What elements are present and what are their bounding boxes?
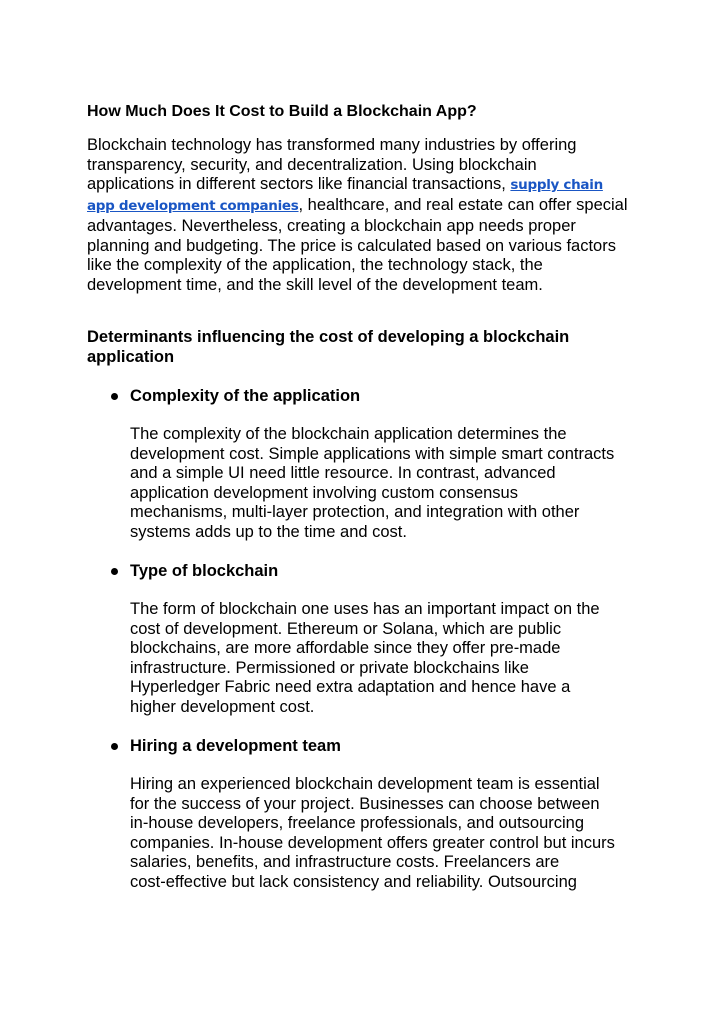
section-heading-line: application xyxy=(87,348,175,366)
body-line: infrastructure. Permissioned or private blockchains like xyxy=(130,658,529,677)
body-line: cost-effective but lack consistency and reliability. Outsourcing xyxy=(130,872,577,891)
bullet-heading-text: Complexity of the application xyxy=(130,387,361,405)
bullet-type-of-blockchain xyxy=(87,561,647,718)
body-line: higher development cost. xyxy=(130,697,315,716)
bullet-hiring-team xyxy=(87,736,647,893)
bullet-body xyxy=(87,775,650,893)
body-line: Hyperledger Fabric need extra adaptation and hence have a xyxy=(130,678,571,697)
body-line: mechanisms, multi-layer protection, and integration with other xyxy=(130,503,580,522)
intro-line xyxy=(87,196,647,217)
bullet-heading xyxy=(87,386,647,406)
bullet-heading-text: Type of blockchain xyxy=(130,562,279,580)
intro-line: Blockchain technology has transformed many industries by offering xyxy=(87,136,577,154)
body-line: cost of development. Ethereum or Solana, which are public xyxy=(130,619,562,638)
body-line: blockchains, are more affordable since they offer pre-made xyxy=(130,639,561,658)
intro-line: like the complexity of the application, the technology stack, the xyxy=(87,256,543,275)
bullet-heading-text: Hiring a development team xyxy=(130,737,341,755)
section-heading-line: Determinants influencing the cost of developing a blockchain xyxy=(87,328,570,346)
body-line: Hiring an experienced blockchain development team is essential xyxy=(130,775,600,793)
supply-chain-link-continued[interactable]: app development companies xyxy=(87,198,299,215)
body-line: and a simple UI need little resource. In contrast, advanced xyxy=(130,464,556,483)
body-line: systems adds up to the time and cost. xyxy=(130,522,407,541)
intro-paragraph xyxy=(87,136,647,296)
bullet-body xyxy=(87,600,650,718)
body-line: in-house developers, freelance professionals, and outsourcing xyxy=(130,814,585,833)
intro-text: applications in different sectors like financial transactions, xyxy=(87,175,511,194)
bullet-heading xyxy=(87,561,647,581)
bullet-heading xyxy=(87,736,647,756)
body-line: The form of blockchain one uses has an important impact on the xyxy=(130,600,600,618)
bullet-dot-icon xyxy=(111,743,118,750)
supply-chain-link[interactable]: supply chain xyxy=(510,177,603,194)
intro-line: development time, and the skill level of the development team. xyxy=(87,275,543,294)
bullet-complexity xyxy=(87,386,647,543)
intro-text: , healthcare, and real estate can offer special xyxy=(298,196,628,215)
intro-line xyxy=(87,175,647,196)
body-line: application development involving custom consensus xyxy=(130,483,518,502)
document-title: How Much Does It Cost to Build a Blockchain App? xyxy=(87,103,477,120)
bullet-body xyxy=(87,425,650,543)
bullet-dot-icon xyxy=(111,393,118,400)
intro-line: advantages. Nevertheless, creating a blockchain app needs proper xyxy=(87,216,576,235)
body-line: The complexity of the blockchain application determines the xyxy=(130,425,567,443)
intro-line: planning and budgeting. The price is calculated based on various factors xyxy=(87,236,616,255)
body-line: development cost. Simple applications with simple smart contracts xyxy=(130,444,615,463)
body-line: salaries, benefits, and infrastructure costs. Freelancers are xyxy=(130,853,560,872)
intro-line: transparency, security, and decentralization. Using blockchain xyxy=(87,155,537,174)
section-heading xyxy=(87,327,627,367)
bullet-dot-icon xyxy=(111,568,118,575)
body-line: companies. In-house development offers greater control but incurs xyxy=(130,833,615,852)
body-line: for the success of your project. Businesses can choose between xyxy=(130,794,600,813)
